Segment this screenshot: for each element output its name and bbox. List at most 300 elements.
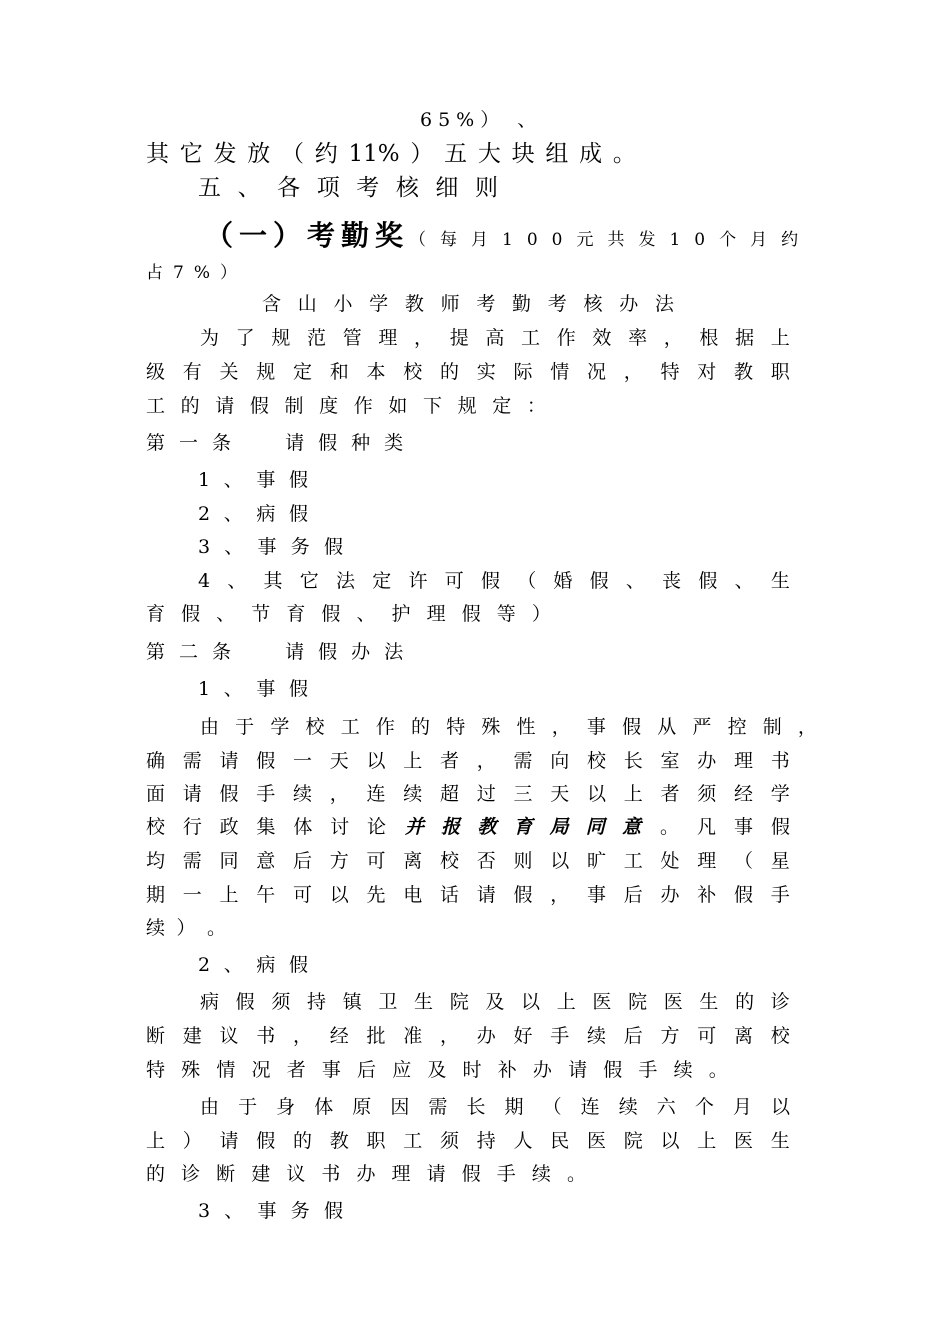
glyph: 六	[656, 1096, 676, 1118]
text-segment	[660, 815, 790, 839]
glyph: 事	[256, 678, 276, 700]
glyph: 上	[219, 884, 239, 906]
text-line-2	[146, 140, 636, 168]
glyph: 规	[457, 395, 477, 417]
article-1-text: 第一条 请假种类	[146, 432, 418, 454]
glyph: 书	[321, 1163, 341, 1185]
glyph: 于	[238, 1096, 258, 1118]
glyph: （	[542, 1096, 562, 1118]
text-segment	[146, 815, 386, 839]
glyph: 持	[476, 1130, 496, 1152]
glyph: 月	[732, 1096, 752, 1118]
document-title	[262, 292, 674, 316]
glyph: ，	[550, 884, 570, 906]
section-heading-5	[198, 174, 498, 202]
glyph: 三	[513, 783, 533, 805]
glyph: ，	[440, 1025, 460, 1047]
glyph: 假	[589, 570, 609, 592]
glyph: 五	[198, 175, 221, 201]
glyph: 手	[770, 884, 790, 906]
glyph: 批	[366, 1025, 386, 1047]
glyph: 际	[513, 361, 533, 383]
glyph: 同	[585, 816, 605, 838]
glyph: 的	[440, 361, 460, 383]
glyph: 假	[622, 716, 642, 738]
glyph: 理	[378, 327, 398, 349]
glyph: 育	[286, 603, 306, 625]
glyph: 离	[734, 1025, 754, 1047]
glyph: 办	[619, 293, 639, 315]
glyph: 效	[592, 327, 612, 349]
glyph: 书	[256, 1025, 276, 1047]
glyph: 假	[288, 954, 308, 976]
glyph: 否	[476, 850, 496, 872]
glyph: （	[517, 570, 537, 592]
glyph: 特	[146, 1059, 166, 1081]
glyph: 高	[485, 327, 505, 349]
glyph: 特	[446, 716, 466, 738]
glyph: 者	[660, 783, 680, 805]
glyph: 假	[288, 678, 308, 700]
glyph: 、	[224, 1200, 244, 1222]
para-line	[146, 360, 790, 384]
glyph: 工	[403, 1130, 423, 1152]
glyph: 事	[257, 536, 277, 558]
list-item	[198, 535, 343, 559]
glyph: 因	[390, 1096, 410, 1118]
glyph: 它	[179, 141, 203, 167]
glyph: 院	[449, 991, 469, 1013]
glyph: 续	[146, 917, 166, 939]
attendance-subtitle: （每月100元共发10个月约	[409, 230, 813, 250]
glyph: 以	[329, 884, 349, 906]
glyph: 假	[235, 991, 255, 1013]
glyph: 须	[697, 783, 717, 805]
glyph: 以	[770, 1096, 790, 1118]
glyph: 书	[770, 750, 790, 772]
glyph: 规	[256, 361, 276, 383]
glyph: 许	[408, 570, 428, 592]
glyph: 身	[276, 1096, 296, 1118]
para-line	[146, 602, 551, 626]
glyph: 殊	[481, 716, 501, 738]
glyph: 况	[251, 1059, 271, 1081]
glyph: 请	[476, 884, 496, 906]
glyph: 原	[352, 1096, 372, 1118]
glyph: 医	[587, 1130, 607, 1152]
glyph: 意	[621, 816, 641, 838]
para-line	[200, 715, 817, 739]
list-item	[198, 569, 790, 593]
glyph: 办	[532, 1059, 552, 1081]
glyph: ，	[797, 716, 817, 738]
list-item	[198, 953, 308, 977]
glyph: 放	[247, 141, 271, 167]
glyph: 作	[556, 327, 576, 349]
glyph: 规	[271, 327, 291, 349]
glyph: 以	[521, 991, 541, 1013]
glyph: 等	[496, 603, 516, 625]
glyph: 电	[403, 884, 423, 906]
glyph: 、	[237, 175, 261, 201]
glyph: 体	[314, 1096, 334, 1118]
glyph: 育	[513, 816, 533, 838]
list-item	[198, 677, 308, 701]
glyph: 核	[395, 175, 419, 201]
glyph: 组	[545, 141, 569, 167]
glyph: 面	[146, 783, 166, 805]
glyph: 诊	[181, 1163, 201, 1185]
glyph: 本	[366, 361, 386, 383]
para-line	[146, 1024, 790, 1048]
glyph: 上	[697, 1130, 717, 1152]
glyph: 况	[587, 361, 607, 383]
glyph: 医	[734, 1130, 754, 1152]
glyph: 工	[146, 395, 166, 417]
glyph: 论	[366, 816, 386, 838]
glyph: ，	[476, 750, 496, 772]
glyph: 请	[182, 783, 202, 805]
glyph: 需	[182, 750, 202, 772]
glyph: 性	[516, 716, 536, 738]
glyph: 长	[623, 750, 643, 772]
glyph: 。	[708, 1059, 728, 1081]
para-line	[146, 1129, 790, 1153]
glyph: 殊	[181, 1059, 201, 1081]
glyph: 的	[293, 1130, 313, 1152]
glyph: 制	[762, 716, 782, 738]
article-2-heading	[146, 640, 790, 664]
para-line-mixed	[146, 815, 790, 839]
glyph: 续	[618, 1096, 638, 1118]
glyph: 上	[770, 327, 790, 349]
article-2-text: 第二条 请假办法	[146, 641, 418, 663]
glyph: 假	[181, 603, 201, 625]
glyph: 话	[440, 884, 460, 906]
glyph: 的	[411, 716, 431, 738]
glyph: 勤	[512, 293, 532, 315]
glyph: 其	[146, 141, 169, 167]
glyph: ，	[293, 1025, 313, 1047]
glyph: 、	[227, 570, 247, 592]
glyph: 1	[198, 469, 211, 491]
glyph: 办	[356, 1163, 376, 1185]
glyph: 校	[146, 816, 166, 838]
glyph: 约	[314, 141, 338, 167]
para-line	[146, 782, 790, 806]
glyph: 如	[388, 395, 408, 417]
glyph: 议	[286, 1163, 306, 1185]
glyph: 项	[316, 175, 340, 201]
glyph: 时	[462, 1059, 482, 1081]
glyph: 下	[423, 395, 443, 417]
glyph: 校	[440, 850, 460, 872]
glyph: 有	[182, 361, 202, 383]
list-item	[198, 502, 308, 526]
glyph: 向	[550, 750, 570, 772]
glyph: 4	[198, 570, 211, 592]
glyph: 以	[660, 1130, 680, 1152]
emphasis-text	[405, 815, 641, 839]
glyph: 的	[735, 991, 755, 1013]
glyph: 政	[219, 816, 239, 838]
glyph: 校	[403, 361, 423, 383]
glyph: 了	[235, 327, 255, 349]
glyph: 请	[426, 1163, 446, 1185]
glyph: 后	[623, 884, 643, 906]
glyph: 事	[257, 1200, 277, 1222]
glyph: 和	[329, 361, 349, 383]
glyph: 理	[426, 603, 446, 625]
glyph: 办	[697, 750, 717, 772]
glyph: 校	[587, 750, 607, 772]
glyph: 医	[592, 991, 612, 1013]
glyph: 者	[440, 750, 460, 772]
glyph: 生	[770, 1130, 790, 1152]
glyph: 块	[511, 141, 535, 167]
glyph: 情	[216, 1059, 236, 1081]
glyph: 关	[219, 361, 239, 383]
glyph: 节	[251, 603, 271, 625]
glyph: 实	[476, 361, 496, 383]
glyph: 续	[293, 783, 313, 805]
glyph: 从	[657, 716, 677, 738]
glyph: 核	[583, 293, 603, 315]
glyph: 续	[531, 1163, 551, 1185]
glyph: 师	[440, 293, 460, 315]
glyph: 。	[612, 141, 636, 167]
glyph: 事	[733, 816, 753, 838]
para-line	[146, 1058, 728, 1082]
glyph: 定	[372, 570, 392, 592]
glyph: 职	[770, 361, 790, 383]
glyph: 育	[146, 603, 166, 625]
glyph: 上	[556, 991, 576, 1013]
glyph: 管	[342, 327, 362, 349]
glyph: ，	[551, 716, 571, 738]
para-line	[200, 990, 790, 1014]
glyph: 补	[497, 1059, 517, 1081]
glyph: 小	[333, 293, 353, 315]
glyph: 方	[660, 1025, 680, 1047]
glyph: 、	[223, 954, 243, 976]
glyph: 假	[288, 469, 308, 491]
glyph: 请	[215, 395, 235, 417]
glyph: 对	[697, 361, 717, 383]
glyph: 山	[297, 293, 317, 315]
glyph: 考	[547, 293, 567, 315]
attendance-heading	[205, 219, 813, 252]
glyph: 一	[182, 884, 202, 906]
glyph: 学	[270, 716, 290, 738]
glyph: 假	[256, 750, 276, 772]
glyph: ，	[623, 361, 643, 383]
glyph: 院	[623, 1130, 643, 1152]
glyph: 假	[770, 816, 790, 838]
glyph: 假	[513, 884, 533, 906]
glyph: 手	[550, 1025, 570, 1047]
glyph: ，	[663, 327, 683, 349]
glyph: 定	[293, 361, 313, 383]
glyph: 议	[219, 1025, 239, 1047]
glyph: 可	[366, 850, 386, 872]
attendance-title: （一）考勤奖	[205, 219, 410, 252]
para-line	[146, 849, 790, 873]
glyph: 报	[441, 816, 461, 838]
glyph: 者	[286, 1059, 306, 1081]
glyph: 个	[694, 1096, 714, 1118]
glyph: 生	[699, 991, 719, 1013]
glyph: 离	[403, 850, 423, 872]
glyph: 校	[305, 716, 325, 738]
glyph: ）	[410, 141, 434, 167]
glyph: 后	[623, 1025, 643, 1047]
glyph: 情	[550, 361, 570, 383]
glyph: 镇	[342, 991, 362, 1013]
glyph: 严	[692, 716, 712, 738]
glyph: 后	[357, 1059, 377, 1081]
glyph: 教	[329, 1130, 349, 1152]
glyph: 各	[277, 175, 301, 201]
glyph: 准	[403, 1025, 423, 1047]
text-line-1	[420, 108, 620, 132]
glyph: 经	[734, 783, 754, 805]
glyph: 持	[307, 991, 327, 1013]
glyph: 先	[366, 884, 386, 906]
glyph: 教	[404, 293, 424, 315]
glyph: 制	[284, 395, 304, 417]
glyph: 、	[216, 603, 236, 625]
glyph: 由	[200, 1096, 220, 1118]
glyph: 好	[513, 1025, 533, 1047]
glyph: 、	[223, 503, 243, 525]
glyph: 1	[198, 678, 211, 700]
glyph: 于	[235, 716, 255, 738]
glyph: 丧	[662, 570, 682, 592]
glyph: 护	[391, 603, 411, 625]
glyph: 、	[625, 570, 645, 592]
glyph: 星	[770, 850, 790, 872]
glyph: 需	[513, 750, 533, 772]
glyph: 考	[356, 175, 380, 201]
glyph: 级	[146, 361, 166, 383]
glyph: 处	[660, 850, 680, 872]
glyph: 工	[521, 327, 541, 349]
glyph: 续	[403, 783, 423, 805]
glyph: 为	[200, 327, 220, 349]
glyph: 手	[256, 783, 276, 805]
glyph: 续	[587, 1025, 607, 1047]
glyph: 后	[293, 850, 313, 872]
glyph: 的	[180, 395, 200, 417]
list-item	[198, 1199, 343, 1223]
para-line	[146, 394, 546, 418]
glyph: 范	[307, 327, 327, 349]
glyph: 局	[549, 816, 569, 838]
glyph: 由	[200, 716, 220, 738]
glyph: （	[734, 850, 754, 872]
glyph: 长	[466, 1096, 486, 1118]
glyph: 期	[146, 884, 166, 906]
glyph: 过	[476, 783, 496, 805]
glyph: 法	[654, 293, 674, 315]
glyph: 务	[290, 1200, 310, 1222]
glyph: 需	[428, 1096, 448, 1118]
glyph: 控	[727, 716, 747, 738]
glyph: 请	[219, 750, 239, 772]
glyph: 五	[444, 141, 468, 167]
para-line	[200, 326, 790, 350]
glyph: 根	[699, 327, 719, 349]
glyph: 请	[568, 1059, 588, 1081]
glyph: 事	[586, 716, 606, 738]
article-1-heading	[146, 431, 790, 455]
glyph: 室	[660, 750, 680, 772]
glyph: 事	[256, 469, 276, 491]
glyph: 假	[219, 783, 239, 805]
text-65-percent: 65%） 、	[420, 109, 543, 131]
glyph: 及	[485, 991, 505, 1013]
glyph: 假	[323, 1200, 343, 1222]
glyph: 续	[673, 1059, 693, 1081]
para-line	[200, 1095, 790, 1119]
glyph: 假	[321, 603, 341, 625]
glyph: 以	[550, 850, 570, 872]
glyph: 断	[146, 1025, 166, 1047]
glyph: 可	[293, 884, 313, 906]
glyph: 病	[256, 954, 276, 976]
glyph: 可	[444, 570, 464, 592]
glyph: 午	[256, 884, 276, 906]
list-item	[198, 468, 308, 492]
glyph: 提	[449, 327, 469, 349]
glyph: 生	[770, 570, 790, 592]
para-line	[146, 1162, 586, 1186]
glyph: 定	[492, 395, 512, 417]
glyph: 办	[660, 884, 680, 906]
glyph: 细	[435, 175, 459, 201]
para-line	[146, 883, 790, 907]
glyph: 、	[734, 570, 754, 592]
glyph: 上	[623, 783, 643, 805]
glyph: 、	[223, 469, 243, 491]
glyph: 确	[146, 750, 166, 772]
glyph: 卫	[378, 991, 398, 1013]
glyph: 则	[474, 175, 498, 201]
glyph: ）	[182, 1130, 202, 1152]
glyph: 请	[219, 1130, 239, 1152]
glyph: 学	[770, 783, 790, 805]
glyph: 同	[219, 850, 239, 872]
glyph: ）	[176, 917, 196, 939]
glyph: 须	[271, 991, 291, 1013]
glyph: 假	[288, 503, 308, 525]
glyph: ：	[526, 395, 546, 417]
glyph: 的	[146, 1163, 166, 1185]
glyph: 期	[504, 1096, 524, 1118]
glyph: 办	[476, 1025, 496, 1047]
glyph: 作	[353, 395, 373, 417]
glyph: 一	[293, 750, 313, 772]
glyph: 假	[249, 395, 269, 417]
glyph: 手	[496, 1163, 516, 1185]
glyph: 诊	[770, 991, 790, 1013]
glyph: 度	[319, 395, 339, 417]
glyph: 假	[603, 1059, 623, 1081]
glyph: 生	[414, 991, 434, 1013]
glyph: 并	[405, 816, 425, 838]
glyph: 均	[146, 850, 166, 872]
